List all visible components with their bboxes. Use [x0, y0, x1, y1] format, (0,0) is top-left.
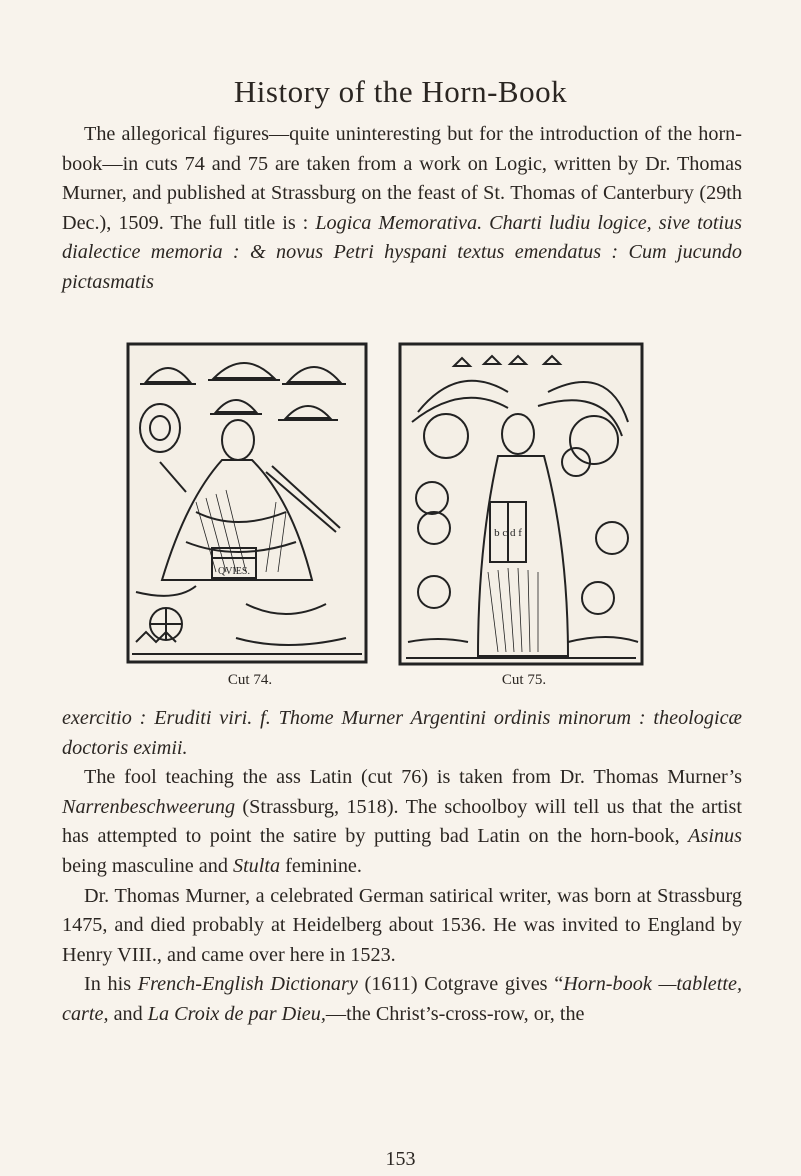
- text-run: (1611) Cotgrave gives “: [357, 973, 564, 996]
- text-run: The fool teaching the ass Latin (cut 76) is taken from Dr. Thomas Murner’s: [84, 766, 742, 789]
- quoted-term: Horn-book —tablette, carte,: [62, 973, 742, 1025]
- paragraph-cotgrave: [62, 970, 742, 1029]
- book-inscription: b c d f: [494, 527, 522, 539]
- paragraph-murner: Dr. Thomas Murner, a celebrated German satirical writer, was born at Strassburg 1475, and died probably at Heidelberg about 1536. He was invited to England by Henry VIII., and came over here in 1523.: [62, 884, 742, 966]
- caption-cut-75: Cut 75.: [501, 672, 547, 688]
- text-run: being masculine and: [62, 854, 233, 877]
- latin-word: Asinus: [688, 825, 742, 848]
- paragraph-intro: [62, 120, 742, 298]
- page-number: 153: [385, 1148, 416, 1170]
- text-run: and: [108, 1002, 148, 1025]
- caption-cut-74: Cut 74.: [227, 672, 273, 688]
- horn-book-inscription: QVIES.: [218, 566, 250, 577]
- text-run: In his: [84, 973, 138, 996]
- body-text: [62, 704, 742, 1030]
- woodcut-74: [126, 342, 368, 664]
- woodcut-75: [398, 342, 644, 666]
- latin-word: Stulta: [232, 854, 281, 877]
- title-continuation: exercitio : Eruditi viri. f. Thome Murner Argentini ordinis minorum : theologicæ doctoris eximii.: [62, 707, 742, 759]
- quoted-term: La Croix de par Dieu,: [147, 1002, 326, 1025]
- text-run: (Strassburg, 1518). The schoolboy will tell us that the artist has attempted to point the satire by putting bad Latin on the horn-book,: [62, 795, 742, 848]
- book-title: Logica Memorativa. Charti ludiu logice, sive totius dialectice memoria : & novus Petri hyspani textus emendatus : Cum jucundo pictasmatis: [62, 211, 742, 293]
- book-title: Narrenbeschweerung: [62, 795, 236, 818]
- woodcut-74-illustration: [126, 342, 368, 664]
- running-head: History of the Horn-Book: [233, 74, 568, 109]
- text-run: —the Christ’s-cross-row, or, the: [325, 1002, 585, 1025]
- woodcut-75-illustration: [398, 342, 644, 666]
- intro-text: The allegorical figures—quite uninteresting but for the introduction of the horn-book—in cuts 74 and 75 are taken from a work on Logic, written by Dr. Thomas Murner, and published at Strassburg on the feast of St. Thomas of Canterbury (29th Dec.), 1509. The full title is :: [62, 123, 742, 234]
- text-run: feminine.: [280, 854, 362, 877]
- paragraph-fool: [62, 763, 742, 881]
- book-title: French-English Dictionary: [137, 973, 358, 996]
